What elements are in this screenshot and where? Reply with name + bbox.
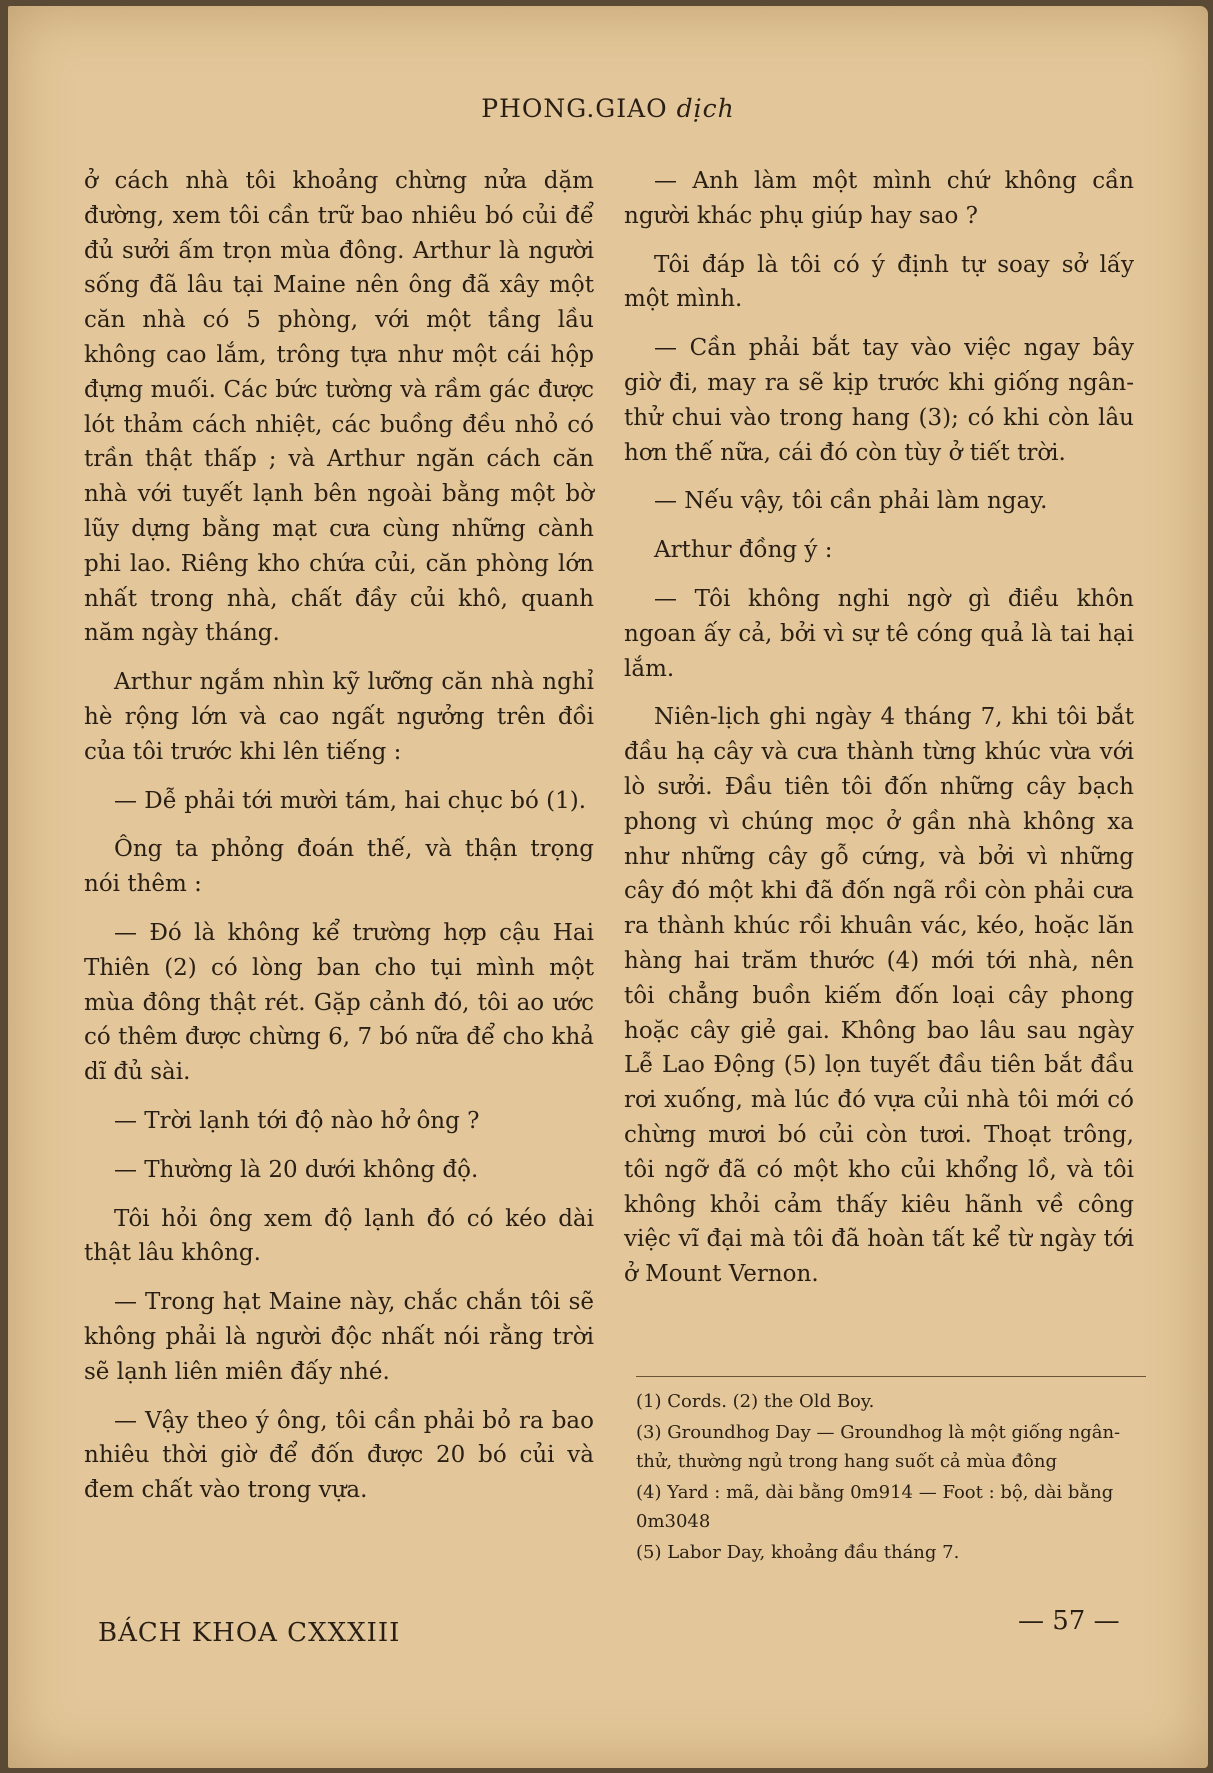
page <box>8 6 1208 1768</box>
page-header <box>8 94 1208 123</box>
left-column <box>84 164 594 1522</box>
byline: dịch <box>676 94 735 123</box>
paragraph: — Tôi không nghi ngờ gì điều khôn ngoan ấy cả, bởi vì sự tê cóng quả là tai hại lắm. <box>624 585 1134 682</box>
paragraph: — Dễ phải tới mười tám, hai chục bó (1). <box>114 787 587 814</box>
author-name: PHONG.GIAO <box>481 94 668 123</box>
paragraph: Arthur đồng ý : <box>654 537 833 564</box>
paragraph: — Thường là 20 dưới không độ. <box>114 1156 479 1183</box>
paragraph: Tôi đáp là tôi có ý định tự soay sở lấy một mình. <box>624 251 1134 313</box>
paragraph: Ông ta phỏng đoán thế, và thận trọng nói thêm : <box>84 836 594 898</box>
paragraph: — Anh làm một mình chứ không cần người khác phụ giúp hay sao ? <box>624 168 1134 229</box>
paragraph: Tôi hỏi ông xem độ lạnh đó có kéo dài thật lâu không. <box>84 1205 594 1267</box>
footnote: (4) Yard : mã, dài bằng 0m914 — Foot : bộ, dài bằng 0m3048 <box>636 1482 1114 1532</box>
paragraph: — Trong hạt Maine này, chắc chắn tôi sẽ không phải là người độc nhất nói rằng trời sẽ lạnh liên miên đấy nhé. <box>84 1289 594 1385</box>
paragraph: — Vậy theo ý ông, tôi cần phải bỏ ra bao nhiêu thời giờ để đốn được 20 bó củi và đem chất vào trong vựa. <box>84 1407 594 1504</box>
footnote: (1) Cords. (2) the Old Boy. <box>636 1391 875 1412</box>
paragraph: — Cần phải bắt tay vào việc ngay bây giờ đi, may ra sẽ kịp trước khi giống ngân-thử chui vào trong hang (3); có khi còn lâu hơn thế nữa, cái đó còn tùy ở tiết trời. <box>624 335 1134 466</box>
paragraph: Niên-lịch ghi ngày 4 tháng 7, khi tôi bắt đầu hạ cây và cưa thành từng khúc vừa với lò sưởi. Đầu tiên tôi đốn những cây bạch phong vì chúng mọc ở gần nhà không xa như những cây gỗ cứng, và bởi vì những cây đó một khi đã đốn ngã rồi còn phải cưa ra thành khúc rồi khuân vác, kéo, hoặc lăn hàng hai trăm thước (4) mới tới nhà, nên tôi chẳng buồn kiếm đốn loại cây phong hoặc cây giẻ gai. Không bao lâu sau ngày Lễ Lao Động (5) lọn tuyết đầu tiên bắt đầu rơi xuống, mà lúc đó vựa củi nhà tôi mới có chừng mươi bó củi còn tươi. Thoạt trông, tôi ngỡ đã có một kho củi khổng lồ, và tôi không khỏi cảm thấy kiêu hãnh về công việc vĩ đại mà tôi đã hoàn tất kể từ ngày tới ở Mount Vernon. <box>624 704 1134 1288</box>
paragraph: Arthur ngắm nhìn kỹ lưỡng căn nhà nghỉ hè rộng lớn và cao ngất ngưởng trên đồi của tôi trước khi lên tiếng : <box>84 669 594 765</box>
publication-name: BÁCH KHOA CXXXIII <box>98 1618 401 1648</box>
paragraph: — Đó là không kể trường hợp cậu Hai Thiên (2) có lòng ban cho tụi mình một mùa đông thật rét. Gặp cảnh đó, tôi ao ước có thêm được chừng 6, 7 bó nữa để cho khả dĩ đủ sài. <box>84 919 594 1086</box>
footnote: (3) Groundhog Day — Groundhog là một giống ngân-thử, thường ngủ trong hang suốt cả mùa đông <box>636 1422 1121 1472</box>
footnotes <box>636 1376 1146 1569</box>
paragraph: ở cách nhà tôi khoảng chừng nửa dặm đường, xem tôi cần trữ bao nhiêu bó củi để đủ sưởi ấm trọn mùa đông. Arthur là người sống đã lâu tại Maine nên ông đã xây một căn nhà có 5 phòng, với một tầng lầu không cao lắm, trông tựa như một cái hộp đựng muối. Các bức tường và rầm gác được lót thảm cách nhiệt, các buồng đều nhỏ có trần thật thấp ; và Arthur ngăn cách căn nhà với tuyết lạnh bên ngoài bằng một bờ lũy dựng bằng mạt cưa cùng những cành phi lao. Riêng kho chứa củi, căn phòng lớn nhất trong nhà, chất đầy củi khô, quanh năm ngày tháng. <box>84 168 594 647</box>
page-number: — 57 — <box>1018 1606 1120 1636</box>
paragraph: — Nếu vậy, tôi cần phải làm ngay. <box>654 488 1048 515</box>
right-column <box>624 164 1134 1306</box>
paragraph: — Trời lạnh tới độ nào hở ông ? <box>114 1107 480 1134</box>
footnote: (5) Labor Day, khoảng đầu tháng 7. <box>636 1542 960 1563</box>
